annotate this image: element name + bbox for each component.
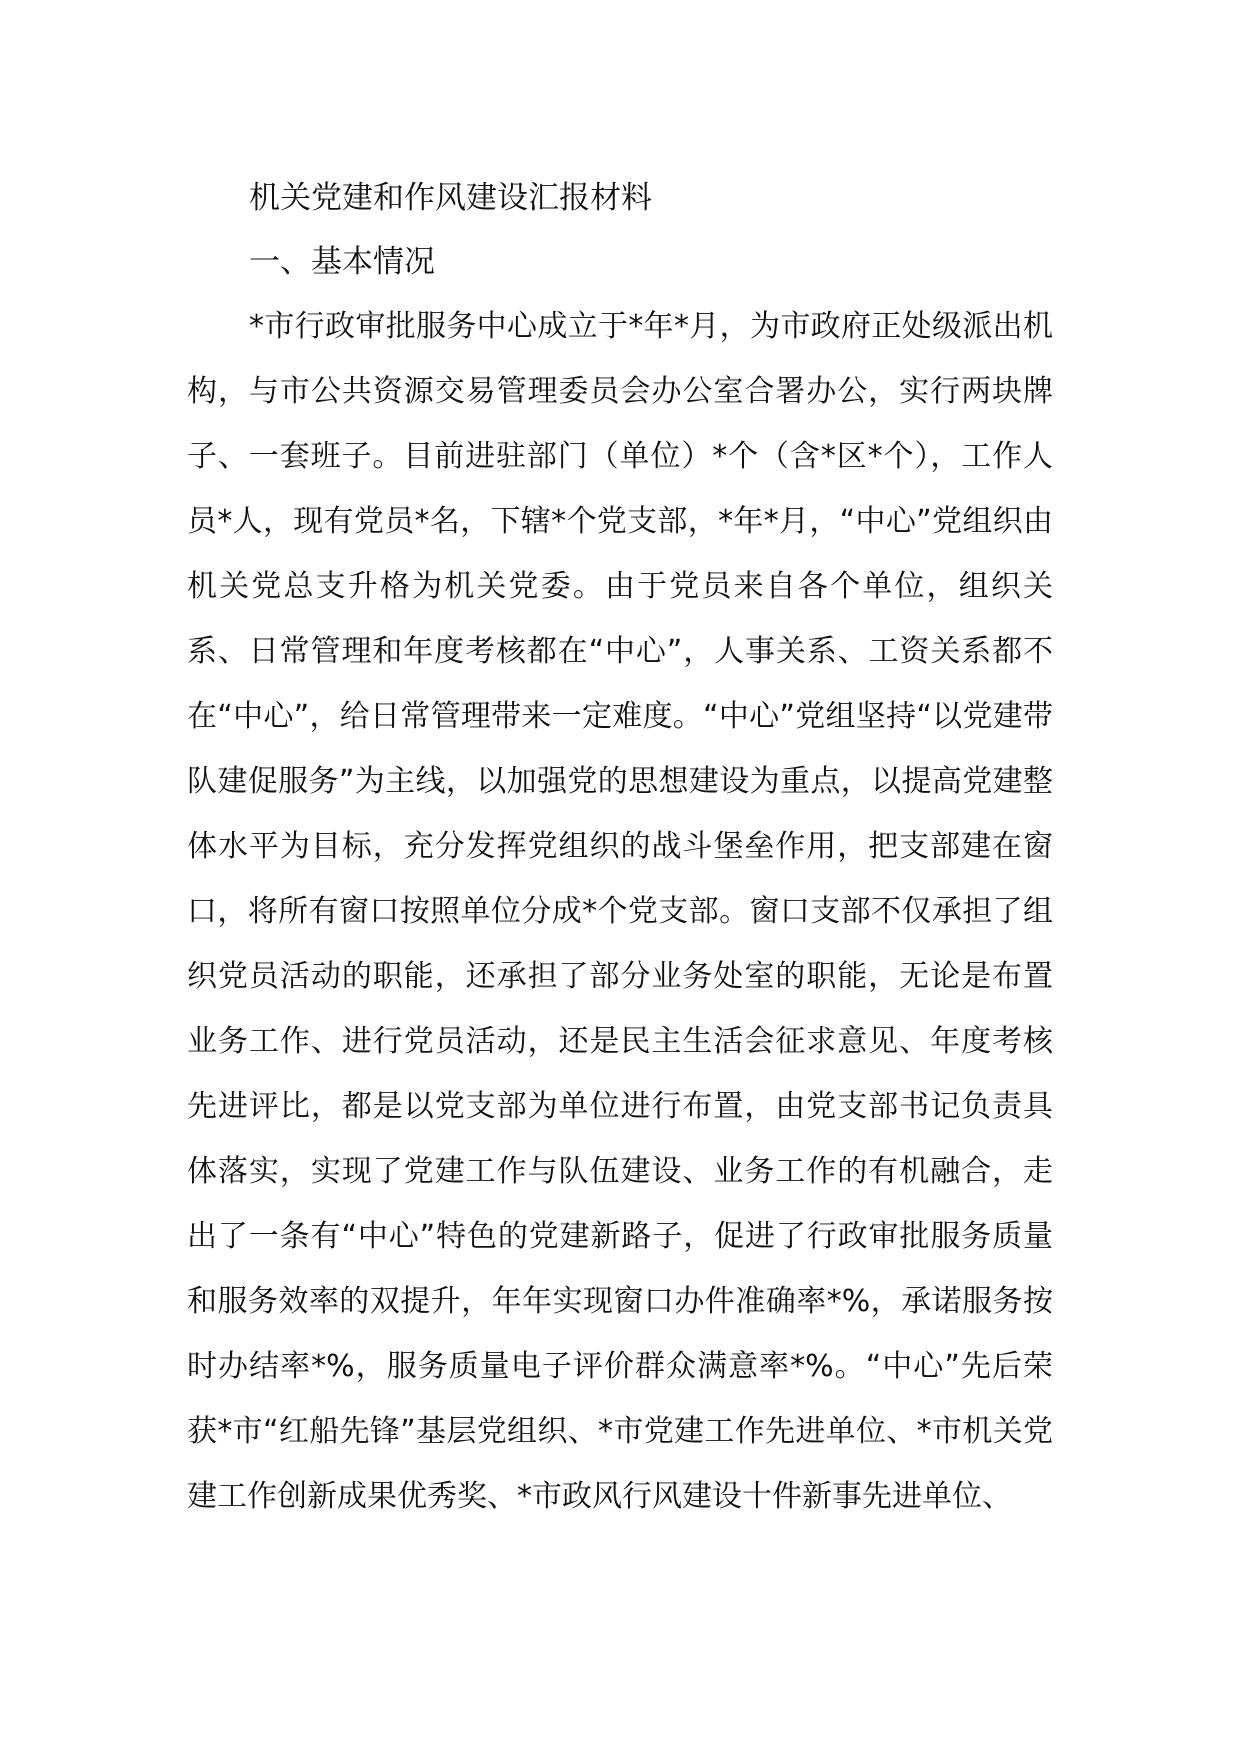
- document-title: 机关党建和作风建设汇报材料: [249, 180, 652, 216]
- section-heading: 一、基本情况: [249, 244, 435, 280]
- body-paragraph: *市行政审批服务中心成立于*年*月，为市政府正处级派出机构，与市公共资源交易管理委员会办公室合署办公，实行两块牌子、一套班子。目前进驻部门（单位）*个（含*区*个），工作人员*人，现有党员*名，下辖*个党支部，*年*月，“中心”党组织由机关党总支升格为机关党委。由于党员来自各个单位，组织关系、日常管理和年度考核都在“中心”，人事关系、工资关系都不在“中心”，给日常管理带来一定难度。“中心”党组坚持“以党建带队建促服务”为主线，以加强党的思想建设为重点，以提高党建整体水平为目标，充分发挥党组织的战斗堡垒作用，把支部建在窗口，将所有窗口按照单位分成*个党支部。窗口支部不仅承担了组织党员活动的职能，还承担了部分业务处室的职能，无论是布置业务工作、进行党员活动，还是民主生活会征求意见、年度考核先进评比，都是以党支部为单位进行布置，由党支部书记负责具体落实，实现了党建工作与队伍建设、业务工作的有机融合，走出了一条有“中心”特色的党建新路子，促进了行政审批服务质量和服务效率的双提升，年年实现窗口办件准确率*%，承诺服务按时办结率*%，服务质量电子评价群众满意率*%。“中心”先后荣获*市“红船先锋”基层党组织、*市党建工作先进单位、*市机关党建工作创新成果优秀奖、*市政风行风建设十件新事先进单位、: [187, 309, 1053, 1514]
- document-body: [187, 166, 1053, 1529]
